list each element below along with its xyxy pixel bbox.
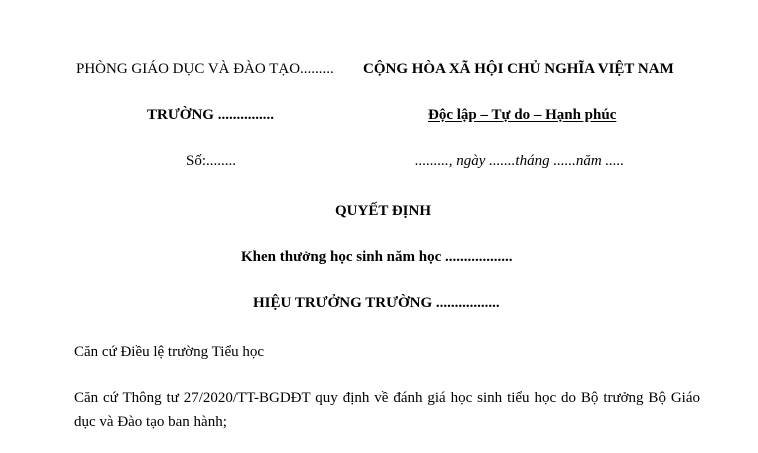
country-name: CỘNG HÒA XÃ HỘI CHỦ NGHĨA VIỆT NAM [363, 61, 674, 77]
document-date: ........., ngày .......tháng ......năm ..... [415, 153, 625, 169]
national-motto: Độc lập – Tự do – Hạnh phúc [428, 107, 617, 123]
document-title: QUYẾT ĐỊNH [335, 203, 431, 219]
school-name: TRƯỜNG ............... [147, 107, 274, 123]
department-name: PHÒNG GIÁO DỤC VÀ ĐÀO TẠO......... [76, 61, 334, 77]
issuing-authority: HIỆU TRƯỞNG TRƯỜNG ................. [253, 295, 500, 311]
document-subject: Khen thưởng học sinh năm học .................. [241, 249, 513, 265]
legal-basis-paragraph-1: Căn cứ Điều lệ trường Tiểu học [74, 344, 265, 360]
document-number: Số:........ [186, 153, 237, 169]
legal-basis-paragraph-2: Căn cứ Thông tư 27/2020/TT-BGDĐT quy định về đánh giá học sinh tiểu học do Bộ trưởng Bộ Giáo dục và Đào tạo ban hành; [74, 390, 700, 430]
